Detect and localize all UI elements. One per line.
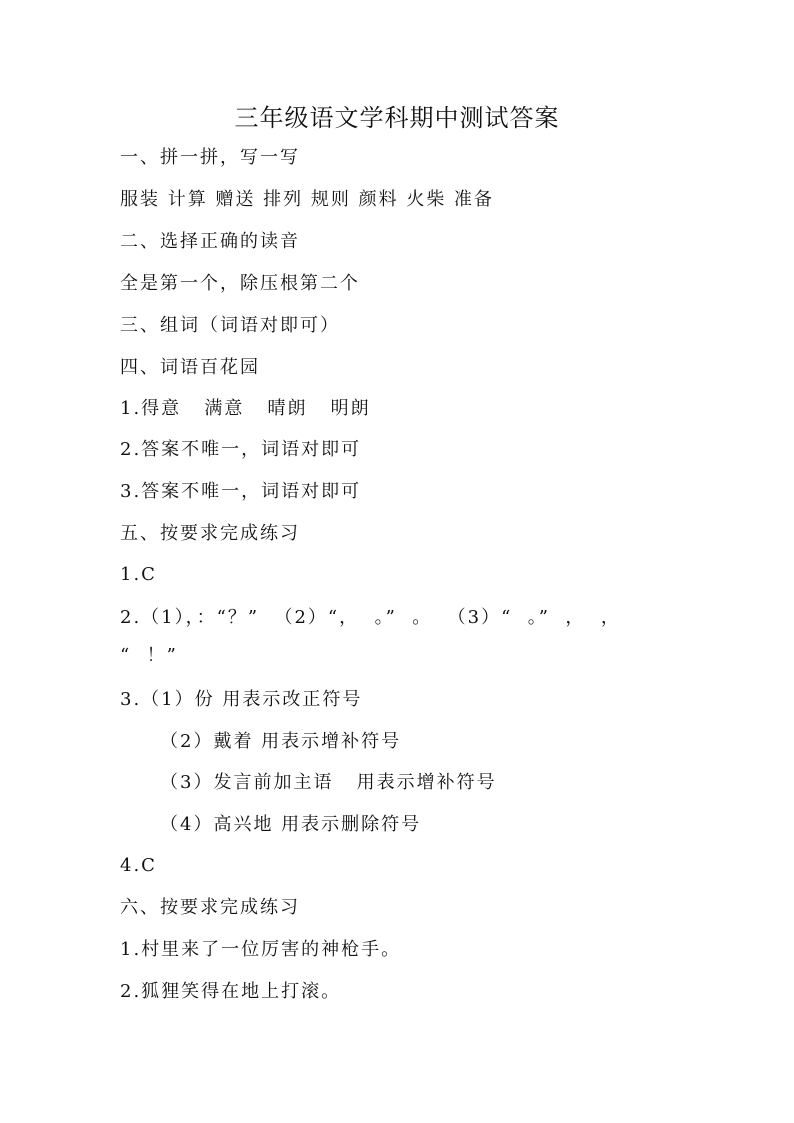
answer-line: 1.C [120, 564, 157, 585]
answer-line: （4）高兴地 用表示删除符号 [160, 814, 422, 835]
answer-line: 1.村里来了一位厉害的神枪手。 [120, 939, 402, 960]
answer-line: “ ！” [120, 645, 178, 666]
answer-line: 2.（1），：“？” （2）“， 。” 。 （3）“ 。” ， ， [120, 607, 621, 628]
answer-line: 1.得意 满意 晴朗 明朗 [120, 398, 371, 419]
section-heading-1: 一、拼一拼，写一写 [120, 147, 300, 168]
answer-line: 4.C [120, 855, 157, 876]
answer-line: 服装 计算 赠送 排列 规则 颜料 火柴 准备 [120, 189, 495, 210]
answer-line: （3）发言前加主语 用表示增补符号 [160, 772, 497, 793]
answer-line: 2.答案不唯一，词语对即可 [120, 439, 362, 460]
document-title: 三年级语文学科期中测试答案 [234, 104, 560, 132]
answer-line: 2.狐狸笑得在地上打滚。 [120, 981, 342, 1002]
answer-line: 3.（1）份 用表示改正符号 [120, 689, 363, 710]
section-heading-6: 六、按要求完成练习 [120, 897, 300, 918]
section-heading-5: 五、按要求完成练习 [120, 523, 300, 544]
section-heading-4: 四、词语百花园 [120, 357, 260, 378]
answer-line: 3.答案不唯一，词语对即可 [120, 481, 362, 502]
answer-line: （2）戴着 用表示增补符号 [160, 731, 402, 752]
section-heading-3: 三、组词（词语对即可） [120, 315, 340, 336]
answer-line: 全是第一个，除压根第二个 [120, 273, 360, 294]
section-heading-2: 二、选择正确的读音 [120, 231, 300, 252]
